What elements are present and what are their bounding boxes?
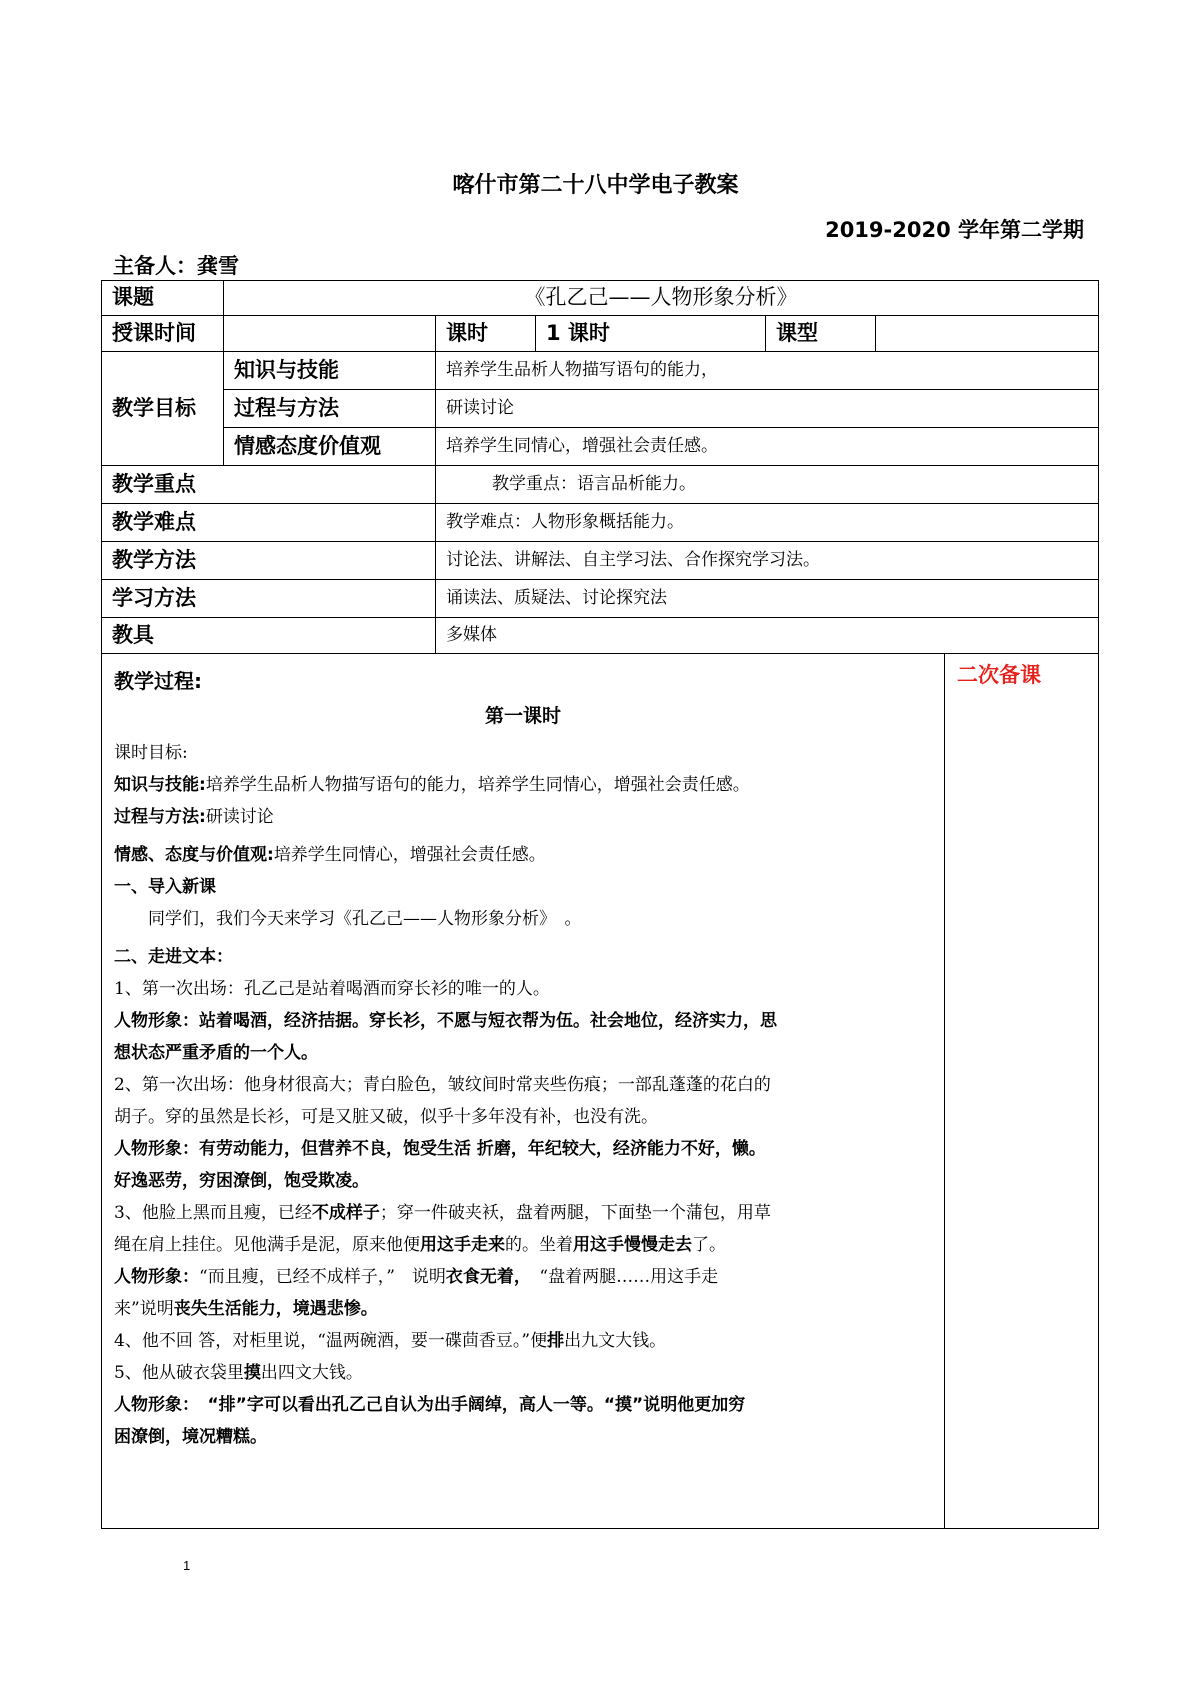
goal-line (114, 839, 932, 871)
objective-value: 培养学生同情心，增强社会责任感。 (436, 428, 1099, 466)
objective-row-2 (102, 390, 1099, 428)
time-value (224, 316, 436, 352)
type-label: 课型 (766, 316, 876, 352)
text-run: 绳在肩上挂住。见他满手是泥，原来他便 (114, 1234, 420, 1255)
figure-text: 有劳动能力，但营养不良，饱受生活 折磨，年纪较大，经济能力不好，懒。 (199, 1138, 766, 1159)
period-label: 课时 (436, 316, 536, 352)
topic-row (102, 281, 1099, 316)
text-run: 出九文大钱。 (564, 1330, 667, 1351)
figure-label: 人物形象： (114, 1394, 191, 1415)
method-row (102, 542, 1099, 580)
figure-label: 人物形象： (114, 1266, 199, 1287)
goal-line (114, 801, 932, 833)
process-heading: 教学过程: (114, 669, 202, 693)
method-value: 讨论法、讲解法、自主学习法、合作探究学习法。 (436, 542, 1099, 580)
figure-text: 站着喝酒，经济拮据。穿长衫，不愿与短衣帮为伍。社会地位，经济实力，思 (199, 1010, 777, 1031)
key-point-label: 教学重点 (102, 466, 436, 504)
objective-row-3 (102, 428, 1099, 466)
document-title: 喀什市第二十八中学电子教案 (452, 173, 739, 198)
goal-line-label: 情感、态度与价值观: (114, 844, 274, 865)
text-run-bold: 摸 (243, 1362, 261, 1383)
text-run-bold: 用这手慢慢走去 (573, 1234, 692, 1255)
text-run: 来”说明 (114, 1298, 174, 1319)
text-run: ；穿一件破夹袄，盘着两腿，下面垫一个蒲包，用草 (379, 1202, 771, 1223)
text-item-2-cont: 胡子。穿的虽然是长衫，可是又脏又破，似乎十多年没有补，也没有洗。 (114, 1106, 658, 1127)
objectives-label: 教学目标 (102, 352, 224, 466)
text-run: 出四文大钱。 (260, 1362, 363, 1383)
period-value: 1 课时 (536, 316, 766, 352)
topic-label: 课题 (102, 281, 224, 316)
objective-label: 知识与技能 (224, 352, 436, 390)
preparer-line (113, 250, 239, 280)
tools-label: 教具 (102, 618, 436, 654)
goal-line-text: 研读讨论 (205, 806, 274, 827)
text-item-2: 2、第一次出场：他身材很高大；青白脸色，皱纹间时常夹些伤痕；一部乱蓬蓬的花白的 (114, 1074, 771, 1095)
figure-text: “排”字可以看出孔乙己自认为出手阔绰，高人一等。“摸”说明他更加穷 (190, 1394, 746, 1415)
text-run: 3、他脸上黑而且瘦，已经 (114, 1202, 312, 1223)
key-point-value: 教学重点：语言品析能力。 (436, 466, 1099, 504)
text-run: 4、他不回 答，对柜里说，“温两碗酒，要一碟茴香豆。”便 (114, 1330, 548, 1351)
difficulty-label: 教学难点 (102, 504, 436, 542)
figure-analysis-2-cont: 好逸恶劳，穷困潦倒，饱受欺凌。 (114, 1170, 369, 1191)
objective-value: 培养学生品析人物描写语句的能力， (436, 352, 1099, 390)
text-run-bold: 不成样子 (311, 1202, 380, 1223)
text-run: “盘着两腿……用这手走 (522, 1266, 719, 1287)
figure-label: 人物形象： (114, 1010, 199, 1031)
tools-row (102, 618, 1099, 654)
objective-label: 情感态度价值观 (224, 428, 436, 466)
preparer-name: 龚雪 (197, 254, 239, 278)
text-run: 5、他从破衣袋里 (114, 1362, 244, 1383)
text-item-5 (114, 1357, 932, 1389)
goal-label: 课时目标: (114, 742, 188, 763)
process-row (102, 654, 1099, 1529)
study-method-label: 学习方法 (102, 580, 436, 618)
text-run-bold: 排 (547, 1330, 565, 1351)
goal-line-text: 培养学生同情心，增强社会责任感。 (273, 844, 546, 865)
study-method-value: 诵读法、质疑法、讨论探究法 (436, 580, 1099, 618)
preparer-label: 主备人： (113, 254, 197, 278)
study-method-row (102, 580, 1099, 618)
figure-analysis-3-cont (114, 1293, 932, 1325)
figure-label: 人物形象： (114, 1138, 199, 1159)
text-run: 了。 (692, 1234, 726, 1255)
tools-value: 多媒体 (436, 618, 1099, 654)
difficulty-row (102, 504, 1099, 542)
objective-label: 过程与方法 (224, 390, 436, 428)
text-item-1: 1、第一次出场：孔乙己是站着喝酒而穿长衫的唯一的人。 (114, 978, 550, 999)
session-title: 第一课时 (484, 705, 561, 727)
objective-row-1 (102, 352, 1099, 390)
intro-heading: 一、导入新课 (114, 876, 216, 897)
goal-line-label: 过程与方法: (114, 806, 206, 827)
page-number: 1 (183, 1558, 191, 1573)
text-heading: 二、走进文本： (114, 946, 233, 967)
process-cell (102, 654, 945, 1529)
text-run-bold: 丧失生活能力，境遇悲惨。 (173, 1298, 378, 1319)
topic-value: 《孔乙己——人物形象分析》 (224, 281, 1099, 316)
text-item-3-cont (114, 1229, 932, 1261)
text-run-bold: 衣食无着， (445, 1266, 523, 1287)
figure-analysis-5 (114, 1389, 932, 1421)
text-run-bold: 用这手走来 (420, 1234, 505, 1255)
difficulty-value: 教学难点：人物形象概括能力。 (436, 504, 1099, 542)
goal-line (114, 769, 932, 801)
method-label: 教学方法 (102, 542, 436, 580)
figure-analysis-1 (114, 1005, 932, 1037)
objective-value: 研读讨论 (436, 390, 1099, 428)
text-item-4 (114, 1325, 932, 1357)
time-label: 授课时间 (102, 316, 224, 352)
text-run: 的。坐着 (505, 1234, 573, 1255)
second-preparation-cell: 二次备课 (945, 654, 1099, 1529)
key-point-row (102, 466, 1099, 504)
time-row (102, 316, 1099, 352)
intro-text: 同学们，我们今天来学习《孔乙己——人物形象分析》 。 (148, 908, 582, 929)
figure-analysis-3 (114, 1261, 932, 1293)
figure-analysis-2 (114, 1133, 932, 1165)
text-run: “而且瘦，已经不成样子，” 说明 (199, 1266, 446, 1287)
goal-line-text: 培养学生品析人物描写语句的能力，培养学生同情心，增强社会责任感。 (205, 774, 750, 795)
goal-line-label: 知识与技能: (114, 774, 206, 795)
term-label: 2019-2020 学年第二学期 (825, 218, 1084, 242)
lesson-plan-table (101, 280, 1099, 1529)
figure-analysis-1-cont: 想状态严重矛盾的一个人。 (114, 1042, 318, 1063)
text-item-3 (114, 1197, 932, 1229)
type-value (876, 316, 1099, 352)
figure-analysis-5-cont: 困潦倒，境况糟糕。 (114, 1426, 267, 1447)
